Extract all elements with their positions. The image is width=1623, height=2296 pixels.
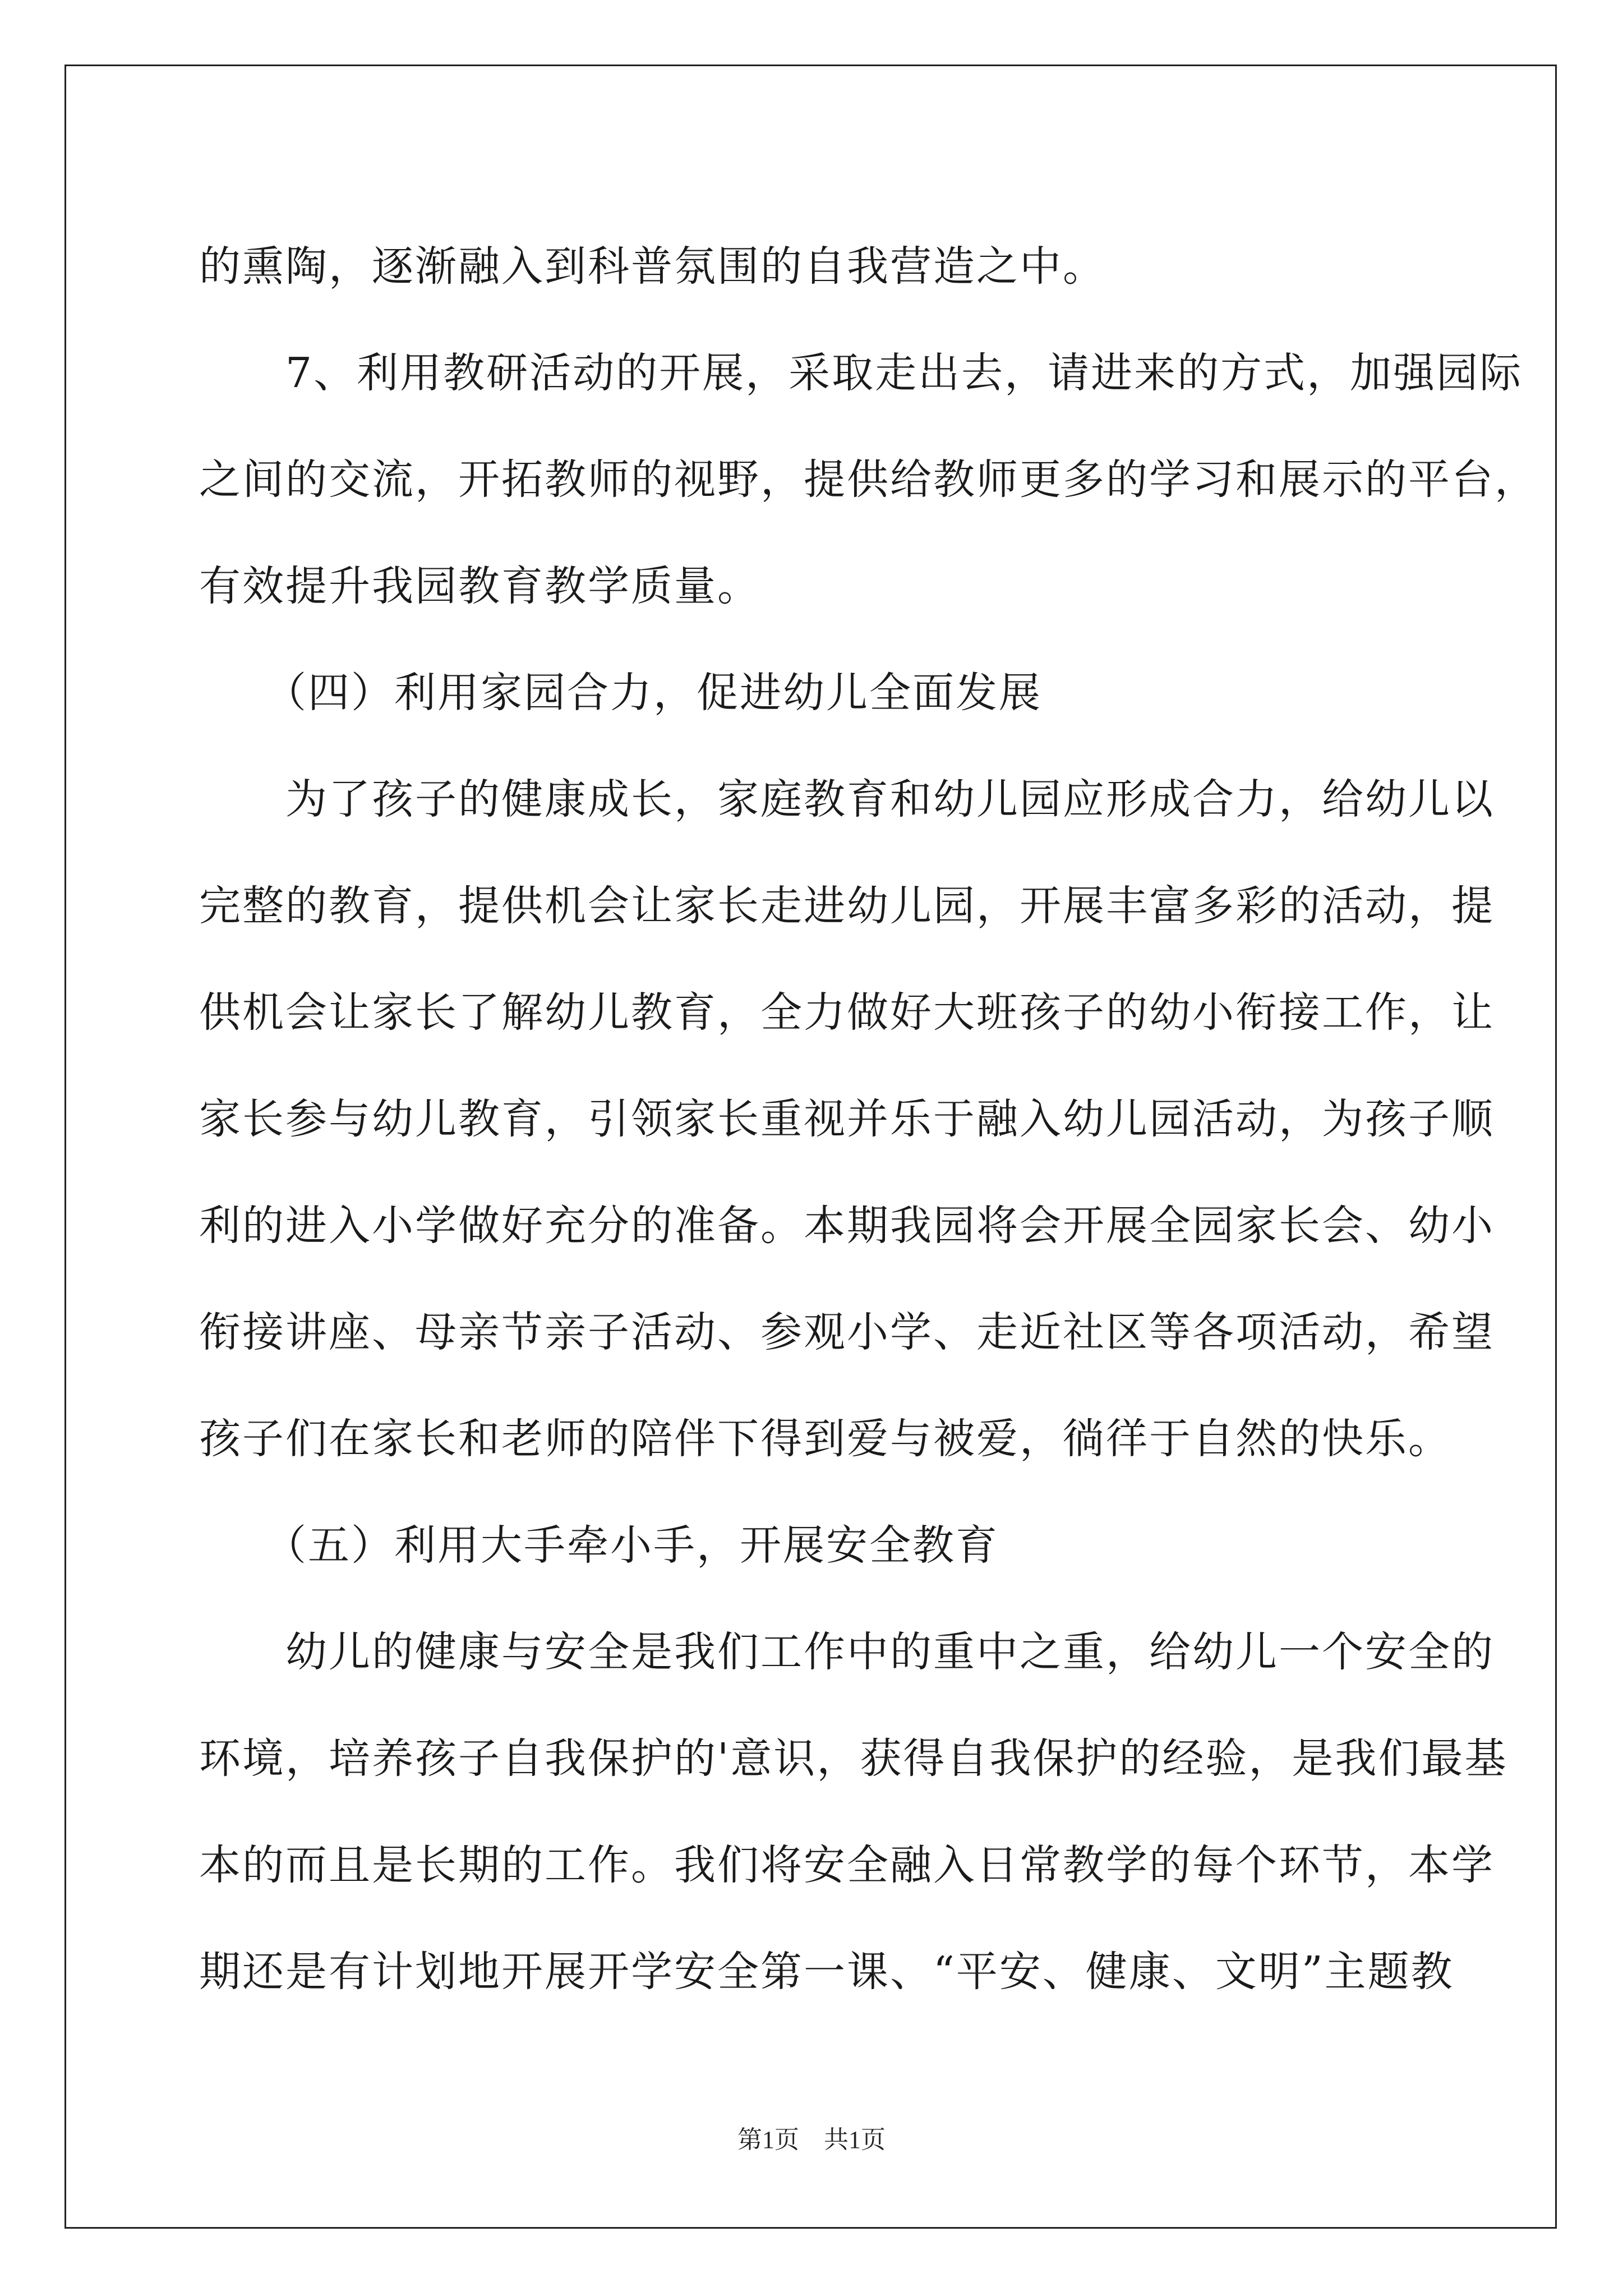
document-body <box>199 213 1538 2025</box>
body-line: 期还是有计划地开展开学安全第一课、“平安、健康、文明”主题教 <box>199 1948 1454 1996</box>
body-line: 供机会让家长了解幼儿教育，全力做好大班孩子的幼小衔接工作，让 <box>199 988 1495 1037</box>
page-number-footer: 第1页 共1页 <box>737 2126 886 2154</box>
body-line: 之间的交流，开拓教师的视野，提供给教师更多的学习和展示的平台， <box>199 455 1538 504</box>
body-line: 为了孩子的健康成长，家庭教育和幼儿园应形成合力，给幼儿以 <box>199 775 1495 823</box>
body-line: 利的进入小学做好充分的准备。本期我园将会开展全园家长会、幼小 <box>199 1202 1495 1250</box>
body-line: 孩子们在家长和老师的陪伴下得到爱与被爱，徜徉于自然的快乐。 <box>199 1415 1451 1463</box>
body-line: 的熏陶，逐渐融入到科普氛围的自我营造之中。 <box>199 242 1106 291</box>
body-line: 环境，培养孩子自我保护的'意识，获得自我保护的经验，是我们最基 <box>199 1734 1508 1783</box>
body-line: 幼儿的健康与安全是我们工作中的重中之重，给幼儿一个安全的 <box>199 1628 1495 1676</box>
body-line: 7、利用教研活动的开展，采取走出去，请进来的方式，加强园际 <box>199 349 1523 397</box>
body-line: 本的而且是长期的工作。我们将安全融入日常教学的每个环节，本学 <box>199 1841 1495 1889</box>
body-line: 完整的教育，提供机会让家长走进幼儿园，开展丰富多彩的活动，提 <box>199 882 1495 930</box>
body-line: 家长参与幼儿教育，引领家长重视并乐于融入幼儿园活动，为孩子顺 <box>199 1095 1495 1143</box>
body-line: 有效提升我园教育教学质量。 <box>199 562 760 610</box>
section-heading: （四）利用家园合力，促进幼儿全面发展 <box>199 669 1042 717</box>
section-heading: （五）利用大手牵小手，开展安全教育 <box>199 1521 999 1570</box>
body-line: 衔接讲座、母亲节亲子活动、参观小学、走近社区等各项活动，希望 <box>199 1308 1495 1356</box>
